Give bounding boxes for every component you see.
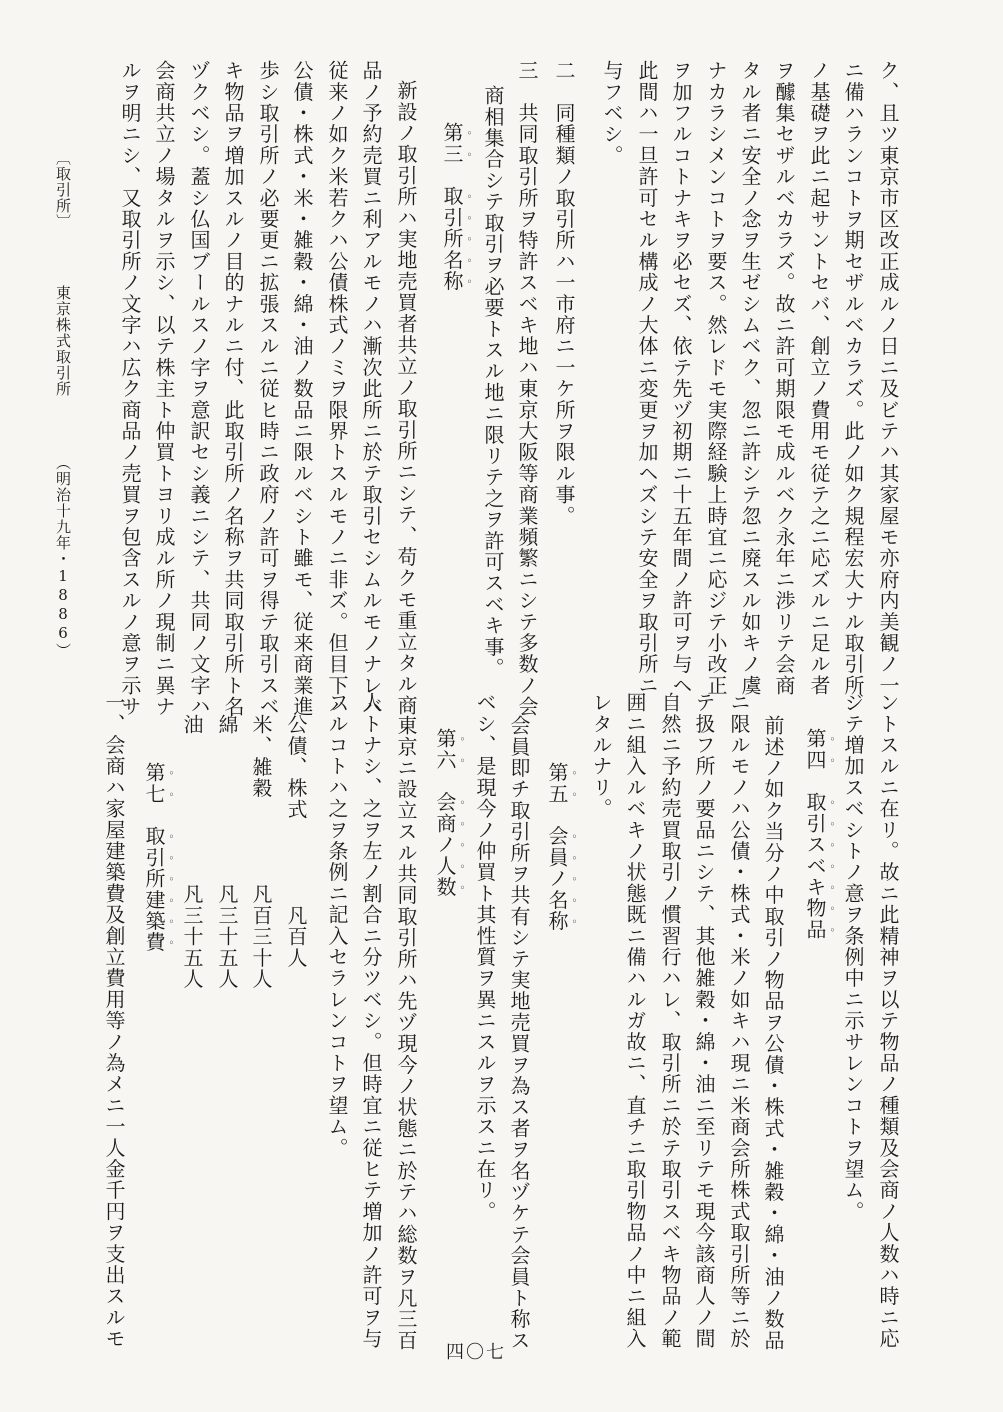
- upper-item-2: 二 同種類ノ取引所ハ一市府ニ一ケ所ヲ限ル事。: [552, 60, 576, 527]
- upper-col-2: ニ備ハランコトヲ期セザルベカラズ。此ノ如ク規程宏大ナル取引所: [841, 60, 865, 696]
- page-number: 四〇七: [446, 1342, 506, 1363]
- upper-col-18: 歩シ取引所ノ必要更ニ拡張スルニ従ヒ時ニ政府ノ許可ヲ得テ取引スベ: [256, 60, 280, 718]
- upper-col-6: ナカラシメンコトヲ要ス。然レドモ実際経験上時宜ニ応ジテ小改正: [704, 60, 728, 696]
- lower-col-8: 囲ニ組入ルベキノ状態既ニ備ハルガ故ニ、直チニ取引物品ノ中ニ組入: [623, 692, 647, 1350]
- upper-col-1: ク、且ツ東京市区改正成ルノ日ニ及ビテハ其家屋モ亦府内美観ノ一: [876, 60, 900, 696]
- section-5-heading: 第五 会員ノ名称: [545, 762, 569, 932]
- upper-col-21: 会商共立ノ場タルヲ示シ、以テ株主ト仲買トヨリ成ル所ノ現制ニ異ナ: [152, 60, 176, 718]
- lower-col-7: 自然ニ予約売買取引ノ慣習行ハレ、取引所ニ於テ取引スベキ物品ノ範: [658, 692, 682, 1350]
- running-header-section: 〔取引所〕: [54, 150, 72, 230]
- upper-col-9: 与フベシ。: [600, 60, 624, 166]
- lower-col-14: 東京ニ設立スル共同取引所ハ先ヅ現今ノ状態ニ於テハ総数ヲ凡三百: [394, 715, 418, 1351]
- section-6-heading: 第六 会商ノ人数: [433, 728, 457, 898]
- lower-col-16: フルコトハ之ヲ条例ニ記入セラレンコトヲ望ム。: [325, 692, 349, 1159]
- upper-item-3-line-2: 商相集合シテ取引ヲ必要トスル地ニ限リテ之ヲ許可スベキ事。: [481, 85, 505, 679]
- allocation-cotton: 綿 凡三十五人: [215, 714, 239, 990]
- upper-col-5: タル者ニ安全ノ念ヲ生ゼシムベク、忽ニ許シテ忽ニ廃スル如キノ虞: [738, 60, 762, 696]
- upper-col-20: ヅクベシ。蓋シ仏国ブールスノ字ヲ意訳セシ義ニシテ、共同ノ文字ハ: [187, 60, 211, 718]
- running-header-era: （明治十九年・1886）: [54, 455, 72, 659]
- section-4-heading: 第四 取引スベキ物品: [803, 728, 827, 940]
- allocation-rice-grain: 米、雑穀 凡百三十人: [249, 714, 273, 990]
- upper-col-15: 品ノ予約売買ニ利アルモノハ漸次此所ニ於テ取引セシムルモノナレバ: [359, 60, 383, 718]
- lower-col-5: ニ限ルモノハ公債・株式・米ノ如キハ現ニ米商会所株式取引所等ニ於: [727, 692, 751, 1350]
- lower-col-9: レタルナリ。: [589, 692, 613, 820]
- lower-col-1: ントスルニ在リ。故ニ此精神ヲ以テ物品ノ種類及会商ノ人数ハ時ニ応: [876, 692, 900, 1350]
- upper-col-22: ルヲ明ニシ、又取引所ノ文字ハ広ク商品ノ売買ヲ包含スルノ意ヲ示サ: [118, 60, 142, 718]
- upper-col-19: キ物品ヲ増加スルノ目的ナルニ付、此取引所ノ名称ヲ共同取引所ト名: [221, 60, 245, 718]
- upper-col-3: ノ基礎ヲ此ニ起サントセバ、創立ノ費用モ従テ之ニ応ズルニ足ル者: [807, 60, 831, 696]
- lower-col-15: 人トナシ、之ヲ左ノ割合ニ分ツベシ。但時宜ニ従ヒテ増加ノ許可ヲ与: [359, 692, 383, 1350]
- upper-col-4: ヲ醵集セザルベカラズ。故ニ許可期限モ成ルベク永年ニ渉リテ会商: [772, 60, 796, 696]
- allocation-oil: 油 凡三十五人: [180, 714, 204, 990]
- section-3-heading: 第三 取引所名称: [440, 122, 464, 292]
- upper-col-14: 新設ノ取引所ハ実地売買者共立ノ取引所ニシテ、苟クモ重立タル商: [394, 80, 418, 716]
- lower-col-12: ベシ、是現今ノ仲買ト其性質ヲ異ニスルヲ示スニ在リ。: [473, 692, 497, 1222]
- upper-col-8: 此間ハ一旦許可セル構成ノ大体ニ変更ヲ加ヘズシテ安全ヲ取引所ニ: [635, 60, 659, 696]
- section-7-heading: 第七 取引所建築費: [142, 762, 166, 953]
- upper-item-3-line-1: 三 共同取引所ヲ特許スベキ地ハ東京大阪等商業頻繁ニシテ多数ノ会: [515, 60, 539, 718]
- upper-col-16: 従来ノ如ク米若クハ公債株式ノミヲ限界トスルモノニ非ズ。但目下ハ: [325, 60, 349, 718]
- lower-col-4: 前述ノ如ク当分ノ中取引ノ物品ヲ公債・株式・雑穀・綿・油ノ数品: [761, 715, 785, 1351]
- lower-col-2: ジテ増加スベシトノ意ヲ条例中ニ示サレンコトヲ望ム。: [841, 692, 865, 1222]
- upper-col-17: 公債・株式・米・雑穀・綿・油ノ数品ニ限ルベシト雖モ、従来商業進: [290, 60, 314, 718]
- allocation-bonds-stocks: 公債、株式 凡百人: [284, 714, 308, 969]
- lower-col-11: 会員即チ取引所ヲ共有シテ実地売買ヲ為ス者ヲ名ヅケテ会員ト称ス: [507, 715, 531, 1352]
- lower-col-6: テ扱フ所ノ要品ニシテ、其他雑穀・綿・油ニ至リテモ現今該商人ノ間: [692, 692, 716, 1350]
- lower-col-22: 一、会商ハ家屋建築費及創立費用等ノ為メニ一人金千円ヲ支出スルモ: [102, 692, 126, 1350]
- running-header-title: 東京株式取引所: [54, 285, 72, 397]
- upper-col-7: ヲ加フルコトナキヲ必セズ、依テ先ヅ初期ニ十五年間ノ許可ヲ与ヘ: [669, 60, 693, 697]
